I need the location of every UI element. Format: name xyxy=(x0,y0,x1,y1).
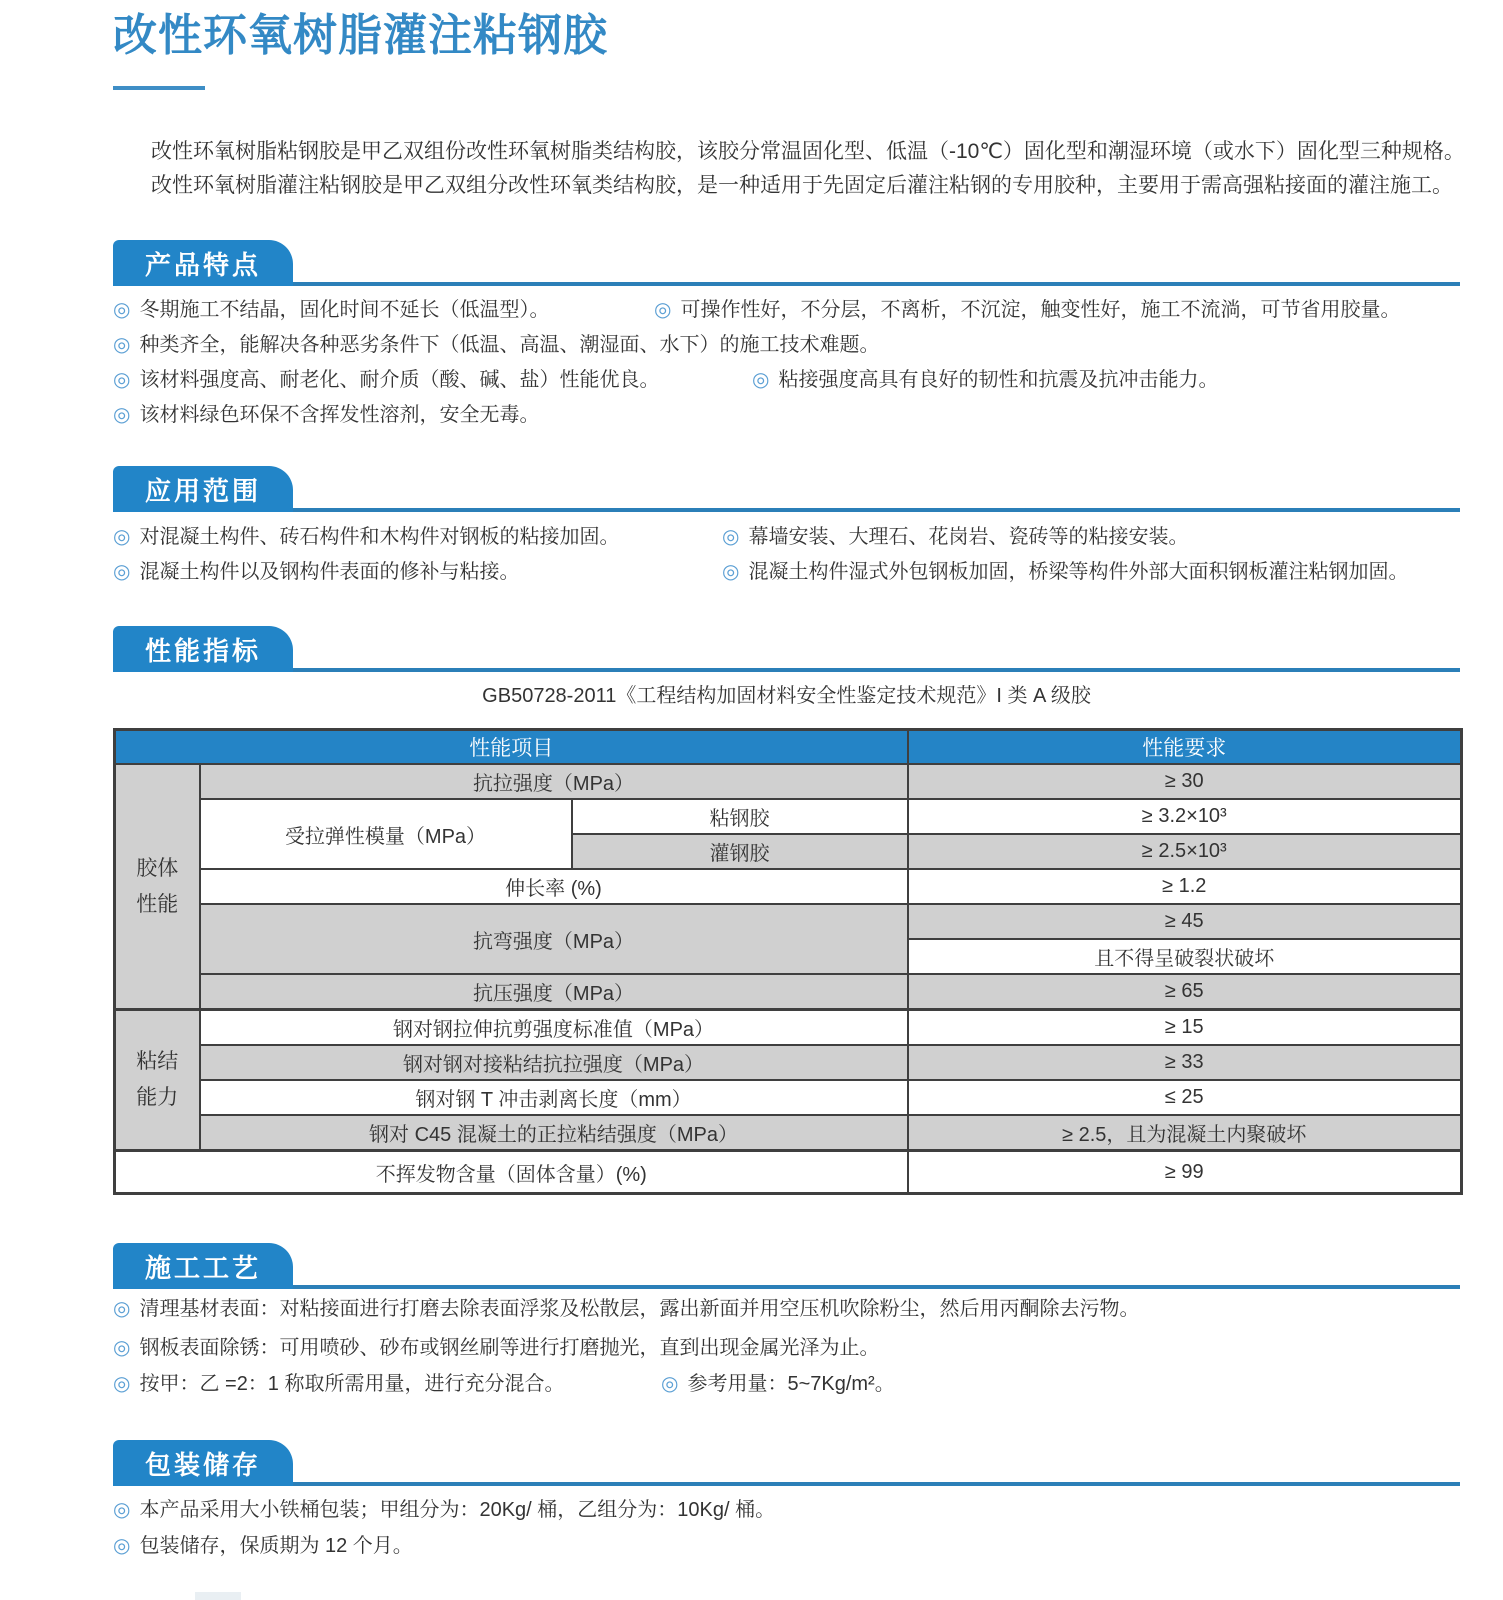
bullet-item xyxy=(113,366,752,394)
bullet-item xyxy=(113,1334,879,1362)
table-row-elongation xyxy=(115,869,1462,904)
cell-subitem: 粘钢胶 xyxy=(572,799,908,834)
table-row-t-peel xyxy=(115,1080,1462,1115)
cell-requirement-note: 且不得呈破裂状破坏 xyxy=(908,939,1462,974)
section-tab-construction-label: 施工工艺 xyxy=(144,1252,261,1283)
cell-requirement: ≥ 30 xyxy=(908,764,1462,799)
cell-item: 抗拉强度（MPa） xyxy=(200,764,908,799)
cell-item: 不挥发物含量（固体含量）(%) xyxy=(115,1151,908,1194)
performance-table xyxy=(113,728,1463,1195)
cell-requirement: ≥ 99 xyxy=(908,1151,1462,1194)
column-header-requirement: 性能要求 xyxy=(908,730,1462,765)
section-rule-packaging xyxy=(113,1482,1460,1486)
bullet-item xyxy=(661,1370,895,1398)
bullet-item xyxy=(113,558,722,586)
features-row-2 xyxy=(113,331,1465,359)
section-tab-construction xyxy=(113,1243,293,1289)
section-tab-applications-label: 应用范围 xyxy=(144,475,261,506)
bullet-text: 幕墙安装、大理石、花岗岩、瓷砖等的粘接安装。 xyxy=(748,526,1189,548)
bullet-icon: ◎ xyxy=(113,299,131,321)
bullet-text: 混凝土构件以及钢构件表面的修补与粘接。 xyxy=(139,561,520,583)
bullet-text: 种类齐全，能解决各种恶劣条件下（低温、高温、潮湿面、水下）的施工技术难题。 xyxy=(139,334,880,356)
features-row-1 xyxy=(113,296,1465,324)
cell-subitem: 灌钢胶 xyxy=(572,834,908,869)
bullet-item xyxy=(113,401,539,429)
features-row-3 xyxy=(113,366,1465,394)
section-tab-features-label: 产品特点 xyxy=(144,249,261,280)
bullet-text: 混凝土构件湿式外包钢板加固，桥梁等构件外部大面积钢板灌注粘钢加固。 xyxy=(748,561,1409,583)
bullet-text: 该材料绿色环保不含挥发性溶剂，安全无毒。 xyxy=(139,404,540,426)
clipped-bottom-fragment xyxy=(195,1592,241,1600)
bullet-icon: ◎ xyxy=(113,404,131,426)
bullet-item xyxy=(113,1295,1139,1323)
bullet-item xyxy=(113,523,722,551)
section-rule-construction xyxy=(113,1285,1460,1289)
section-tab-performance xyxy=(113,626,293,672)
table-row-nonvolatile xyxy=(115,1151,1462,1194)
section-tab-features xyxy=(113,240,293,286)
bullet-icon: ◎ xyxy=(113,369,131,391)
table-header-row xyxy=(115,730,1462,765)
bullet-text: 该材料强度高、耐老化、耐介质（酸、碱、盐）性能优良。 xyxy=(139,369,660,391)
table-row-flexural xyxy=(115,904,1462,939)
bullet-item xyxy=(722,558,1408,586)
bullet-icon: ◎ xyxy=(113,1298,131,1320)
cell-item: 伸长率 (%) xyxy=(200,869,908,904)
bullet-item xyxy=(722,523,1188,551)
bullet-icon: ◎ xyxy=(113,561,131,583)
intro-paragraph-1: 改性环氧树脂粘钢胶是甲乙双组份改性环氧树脂类结构胶，该胶分常温固化型、低温（-10℃）固化型和潮湿环境（或水下）固化型三种规格。 xyxy=(151,140,1465,163)
section-tab-packaging-label: 包装储存 xyxy=(144,1449,261,1480)
bullet-icon: ◎ xyxy=(722,526,740,548)
cell-requirement: ≥ 2.5×10³ xyxy=(908,834,1462,869)
bullet-text: 冬期施工不结晶，固化时间不延长（低温型）。 xyxy=(139,299,550,321)
bullet-item xyxy=(113,1370,661,1398)
cell-item: 钢对钢 T 冲击剥离长度（mm） xyxy=(200,1080,908,1115)
bullet-text: 钢板表面除锈：可用喷砂、砂布或钢丝刷等进行打磨抛光，直到出现金属光泽为止。 xyxy=(139,1337,880,1359)
bullet-icon: ◎ xyxy=(654,299,672,321)
bullet-icon: ◎ xyxy=(113,1535,131,1557)
cell-requirement: ≥ 15 xyxy=(908,1010,1462,1046)
bullet-text: 可操作性好，不分层，不离析，不沉淀，触变性好，施工不流淌，可节省用胶量。 xyxy=(680,299,1401,321)
table-row-compressive xyxy=(115,974,1462,1010)
cell-requirement: ≥ 1.2 xyxy=(908,869,1462,904)
bullet-item xyxy=(113,331,879,359)
table-caption: GB50728-2011《工程结构加固材料安全性鉴定技术规范》I 类 A 级胶 xyxy=(482,685,1091,707)
table-row-shear xyxy=(115,1010,1462,1046)
section-rule-features xyxy=(113,282,1460,286)
intro-paragraph-2: 改性环氧树脂灌注粘钢胶是甲乙双组分改性环氧类结构胶，是一种适用于先固定后灌注粘钢的专用胶种，主要用于需高强粘接面的灌注施工。 xyxy=(151,174,1453,197)
cell-item: 钢对钢拉伸抗剪强度标准值（MPa） xyxy=(200,1010,908,1046)
table-row-butt-tensile xyxy=(115,1045,1462,1080)
table-row-tensile xyxy=(115,764,1462,799)
bullet-icon: ◎ xyxy=(661,1373,679,1395)
title-underline xyxy=(113,86,205,90)
section-tab-performance-label: 性能指标 xyxy=(144,635,261,666)
bullet-item xyxy=(752,366,1218,394)
packaging-row-1 xyxy=(113,1496,1465,1524)
performance-table-container xyxy=(113,728,1463,1195)
cell-requirement: ≥ 65 xyxy=(908,974,1462,1010)
table-row-c45 xyxy=(115,1115,1462,1151)
packaging-row-2 xyxy=(113,1532,1465,1560)
bullet-icon: ◎ xyxy=(113,334,131,356)
bullet-icon: ◎ xyxy=(113,1373,131,1395)
construction-row-1 xyxy=(113,1295,1465,1323)
construction-row-3 xyxy=(113,1370,1465,1398)
table-row-modulus-bond xyxy=(115,799,1462,834)
group-cell-bonding: 粘结能力 xyxy=(115,1010,200,1151)
group-cell-adhesive: 胶体性能 xyxy=(115,764,200,1010)
bullet-text: 清理基材表面：对粘接面进行打磨去除表面浮浆及松散层，露出新面并用空压机吹除粉尘，然后用丙酮除去污物。 xyxy=(139,1298,1140,1320)
applications-row-1 xyxy=(113,523,1465,551)
cell-item: 抗压强度（MPa） xyxy=(200,974,908,1010)
bullet-text: 对混凝土构件、砖石构件和木构件对钢板的粘接加固。 xyxy=(139,526,620,548)
cell-requirement: ≥ 33 xyxy=(908,1045,1462,1080)
bullet-item xyxy=(113,1496,775,1524)
cell-requirement: ≥ 2.5，且为混凝土内聚破坏 xyxy=(908,1115,1462,1151)
cell-item: 钢对 C45 混凝土的正拉粘结强度（MPa） xyxy=(200,1115,908,1151)
bullet-text: 粘接强度高具有良好的韧性和抗震及抗冲击能力。 xyxy=(778,369,1219,391)
bullet-text: 参考用量：5~7Kg/m²。 xyxy=(687,1373,895,1395)
section-tab-packaging xyxy=(113,1440,293,1486)
bullet-text: 本产品采用大小铁桶包装；甲组分为：20Kg/ 桶，乙组分为：10Kg/ 桶。 xyxy=(139,1499,776,1521)
section-rule-applications xyxy=(113,508,1460,512)
bullet-text: 按甲：乙 =2：1 称取所需用量，进行充分混合。 xyxy=(139,1373,565,1395)
page-title: 改性环氧树脂灌注粘钢胶 xyxy=(113,11,608,60)
column-header-item: 性能项目 xyxy=(115,730,908,765)
bullet-item xyxy=(654,296,1400,324)
cell-requirement: ≥ 3.2×10³ xyxy=(908,799,1462,834)
bullet-icon: ◎ xyxy=(722,561,740,583)
bullet-icon: ◎ xyxy=(752,369,770,391)
features-row-4 xyxy=(113,401,1465,429)
bullet-icon: ◎ xyxy=(113,526,131,548)
bullet-item xyxy=(113,296,654,324)
clipped-heading-text xyxy=(113,0,543,4)
applications-row-2 xyxy=(113,558,1465,586)
cell-item: 抗弯强度（MPa） xyxy=(200,904,908,974)
section-tab-applications xyxy=(113,466,293,512)
cell-item: 钢对钢对接粘结抗拉强度（MPa） xyxy=(200,1045,908,1080)
bullet-icon: ◎ xyxy=(113,1337,131,1359)
construction-row-2 xyxy=(113,1334,1465,1362)
bullet-text: 包装储存，保质期为 12 个月。 xyxy=(139,1535,413,1557)
cell-requirement: ≤ 25 xyxy=(908,1080,1462,1115)
cell-requirement: ≥ 45 xyxy=(908,904,1462,939)
bullet-icon: ◎ xyxy=(113,1499,131,1521)
clipped-heading-fragment xyxy=(113,0,543,5)
bullet-item xyxy=(113,1532,413,1560)
section-rule-performance xyxy=(113,668,1460,672)
cell-item: 受拉弹性模量（MPa） xyxy=(200,799,572,869)
